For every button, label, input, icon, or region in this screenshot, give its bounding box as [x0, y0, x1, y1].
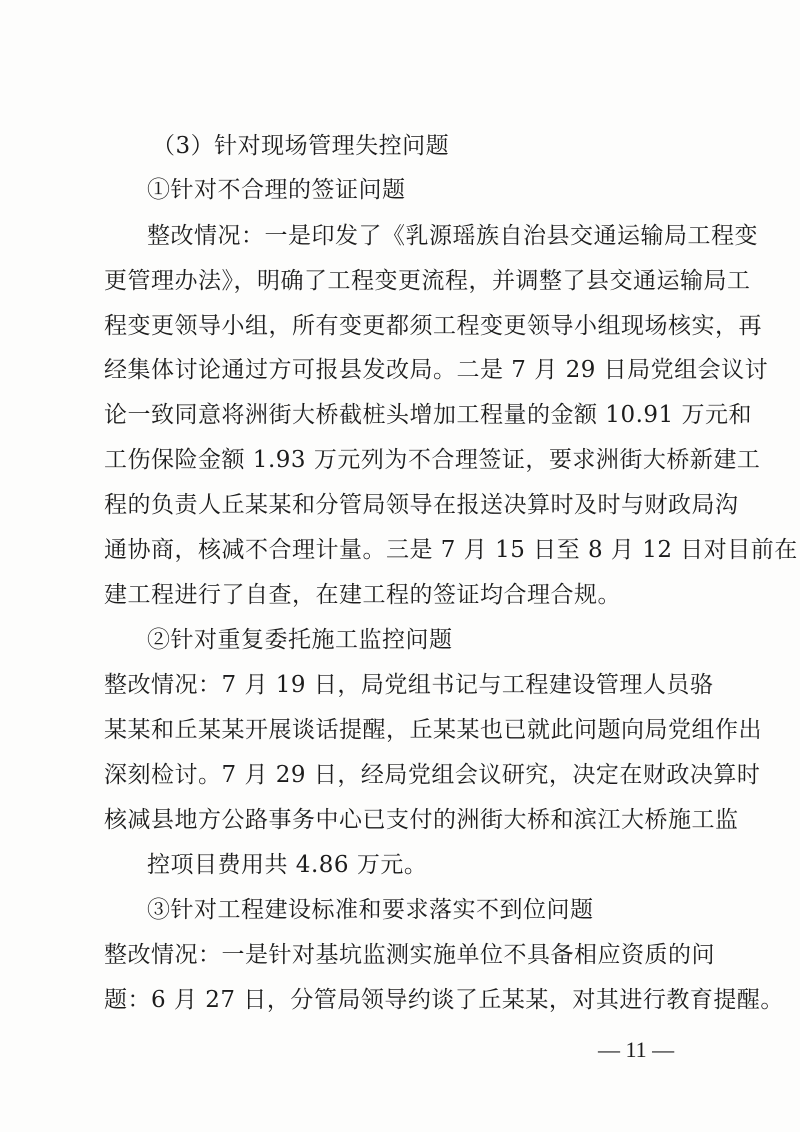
paragraph-line: 建工程进行了自查，在建工程的签证均合理合规。 [104, 582, 621, 608]
paragraph-line: 整改情况：7 月 19 日，局党组书记与工程建设管理人员骆 [104, 672, 714, 698]
paragraph-line: 经集体讨论通过方可报县发改局。二是 7 月 29 日局党组会议讨 [104, 357, 769, 383]
paragraph-line: 深刻检讨。7 月 29 日，经局党组会议研究，决定在财政决算时 [104, 762, 761, 788]
paragraph-line: 整改情况：一是印发了《乳源瑶族自治县交通运输局工程变 [147, 223, 758, 249]
subsection-heading-3: ③针对工程建设标准和要求落实不到位问题 [147, 897, 594, 923]
subsection-heading-1: ①针对不合理的签证问题 [147, 177, 406, 203]
paragraph-line: 论一致同意将洲街大桥截桩头增加工程量的金额 10.91 万元和 [104, 402, 752, 428]
paragraph-line: 程的负责人丘某某和分管局领导在报送决算时及时与财政局沟 [104, 492, 739, 518]
paragraph-line: 某某和丘某某开展谈话提醒，丘某某也已就此问题向局党组作出 [104, 717, 762, 743]
subsection-heading-2: ②针对重复委托施工监控问题 [147, 627, 453, 653]
paragraph-line: 题：6 月 27 日，分管局领导约谈了丘某某，对其进行教育提醒。 [104, 987, 784, 1013]
section-heading: （3）针对现场管理失控问题 [152, 133, 450, 159]
paragraph-line: 程变更领导小组，所有变更都须工程变更领导小组现场核实，再 [104, 313, 762, 339]
paragraph-line: 通协商，核减不合理计量。三是 7 月 15 日至 8 月 12 日对目前在 [104, 537, 798, 563]
paragraph-line: 控项目费用共 4.86 万元。 [147, 852, 428, 878]
paragraph-line: 更管理办法》，明确了工程变更流程，并调整了县交通运输局工 [104, 268, 751, 294]
paragraph-line: 工伤保险金额 1.93 万元列为不合理签证，要求洲街大桥新建工 [104, 447, 761, 473]
paragraph-line: 核减县地方公路事务中心已支付的洲街大桥和滨江大桥施工监 [104, 807, 739, 833]
page-number: — 11 — [598, 1037, 675, 1062]
paragraph-line: 整改情况：一是针对基坑监测实施单位不具备相应资质的问 [104, 942, 715, 968]
